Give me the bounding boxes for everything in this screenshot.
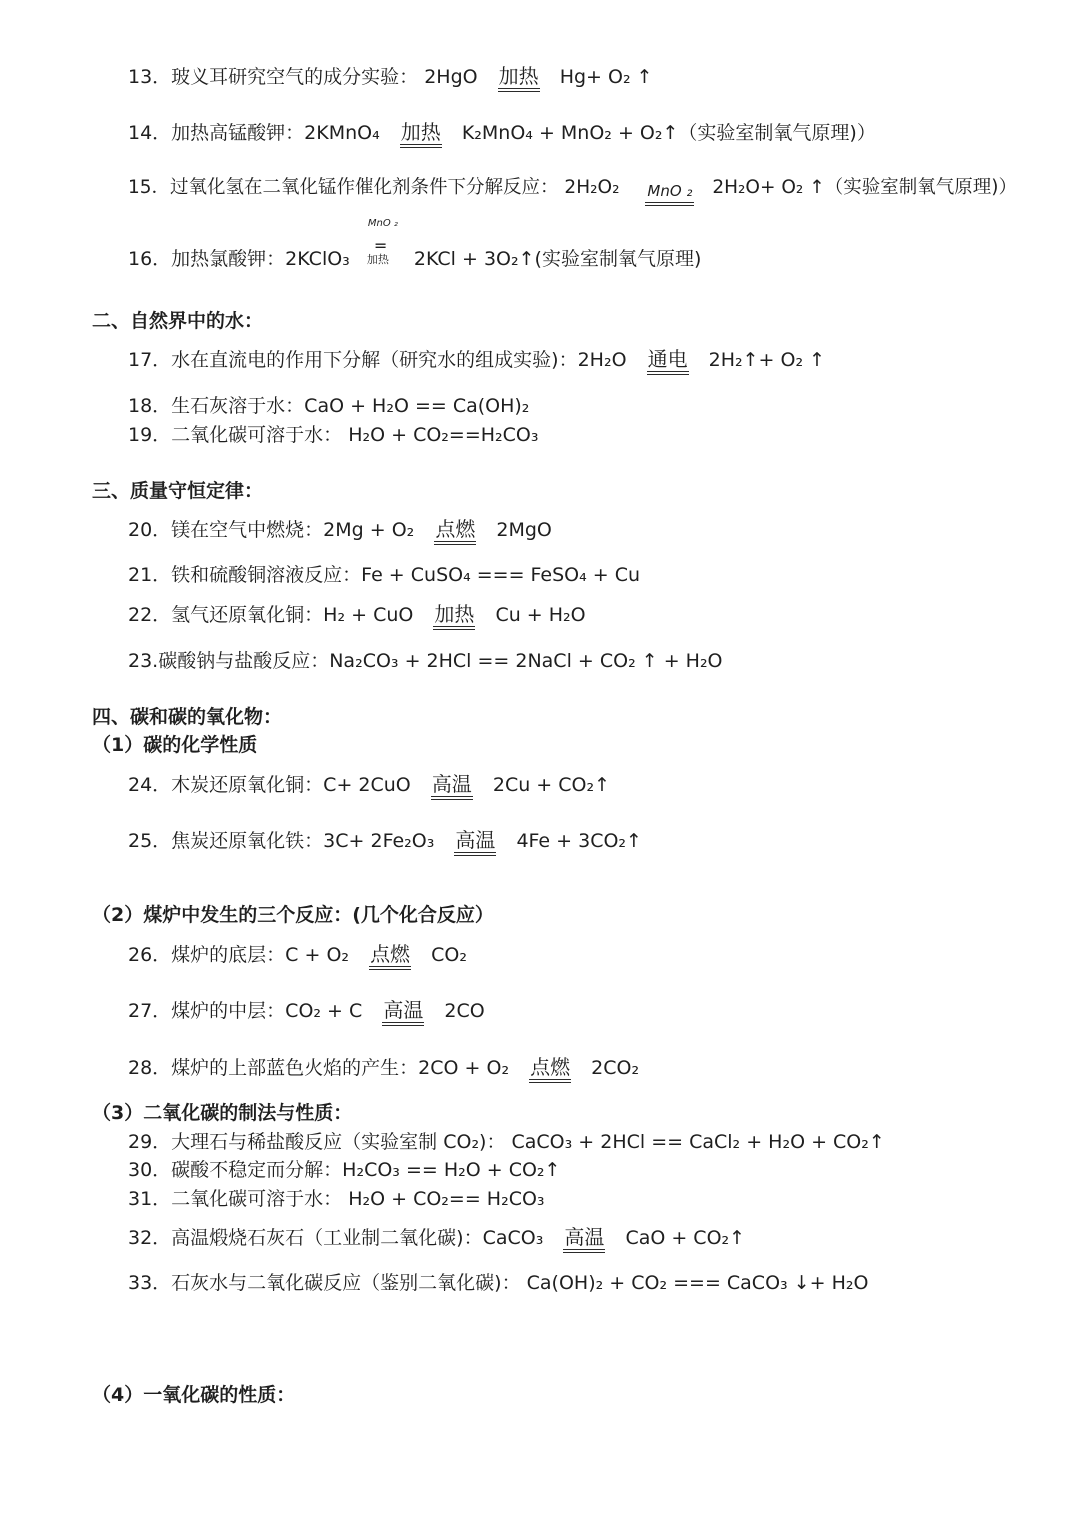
- equation-products: 2Cu + CO₂↑: [492, 774, 611, 796]
- equation-30: [128, 1157, 560, 1183]
- reaction-condition: 高温: [454, 829, 496, 856]
- subsection-heading-carbon-properties: （1）碳的化学性质: [92, 734, 258, 756]
- equation-text: 31．二氧化碳可溶于水： H₂O + CO₂== H₂CO₃: [128, 1188, 545, 1210]
- equation-text: 18．生石灰溶于水：CaO + H₂O == Ca(OH)₂: [128, 395, 530, 417]
- section-heading-water: 二、自然界中的水：: [92, 310, 264, 332]
- equation-21: [128, 562, 640, 588]
- equation-text: 15．过氧化氢在二氧化锰作催化剂条件下分解反应： 2H₂O₂: [128, 177, 620, 198]
- equation-products: 2CO: [444, 1000, 485, 1022]
- equation-19: [128, 422, 539, 448]
- equation-32: [128, 1225, 745, 1253]
- section-heading-carbon: 四、碳和碳的氧化物：: [92, 706, 283, 728]
- equation-14: [128, 120, 876, 148]
- reaction-condition: 点燃: [529, 1056, 571, 1083]
- equation-text: 24．木炭还原氧化铜：C+ 2CuO: [128, 774, 411, 796]
- equation-22: [128, 602, 586, 630]
- equation-text: 23.碳酸钠与盐酸反应：Na₂CO₃ + 2HCl == 2NaCl + CO₂ ↑ + H₂O: [128, 650, 723, 672]
- reaction-condition: 加热: [498, 65, 540, 92]
- equation-text: 27．煤炉的中层：CO₂ + C: [128, 1000, 363, 1022]
- equation-28: [128, 1055, 639, 1083]
- equation-text: 14．加热高锰酸钾：2KMnO₄: [128, 122, 380, 144]
- section-heading-mass-conservation: 三、质量守恒定律：: [92, 480, 264, 502]
- equation-products: K₂MnO₄ + MnO₂ + O₂↑（实验室制氧气原理)）: [461, 122, 876, 144]
- equation-23: [128, 648, 723, 674]
- equation-products: CaO + CO₂↑: [625, 1227, 746, 1249]
- reaction-condition: 点燃: [369, 943, 411, 970]
- equation-products: Cu + H₂O: [495, 604, 586, 626]
- subsection-heading-stove-reactions: （2）煤炉中发生的三个反应：(几个化合反应）: [92, 904, 494, 926]
- equation-text: 22．氢气还原氧化铜：H₂ + CuO: [128, 604, 414, 626]
- equation-text: 30．碳酸不稳定而分解：H₂CO₃ == H₂O + CO₂↑: [128, 1159, 561, 1181]
- equation-13: [128, 64, 653, 92]
- equation-products: 2H₂O+ O₂ ↑（实验室制氧气原理)）: [712, 177, 1017, 198]
- subsection-heading-co: （4）一氧化碳的性质：: [92, 1384, 296, 1406]
- equation-products: 2KCl + 3O₂↑(实验室制氧气原理): [413, 248, 702, 270]
- reaction-condition: 加热: [400, 121, 442, 148]
- equation-26: [128, 942, 467, 970]
- equals-sign: =: [373, 236, 388, 255]
- heating-label: 加热: [366, 253, 389, 266]
- equation-products: Hg+ O₂ ↑: [559, 66, 653, 88]
- equation-20: [128, 517, 552, 545]
- reaction-condition: 加热: [433, 603, 475, 630]
- equation-products: 2CO₂: [591, 1057, 640, 1079]
- equation-18: [128, 393, 529, 419]
- equation-15: [128, 175, 1017, 203]
- reaction-condition: 点燃: [434, 518, 476, 545]
- equation-products: CO₂: [431, 944, 467, 966]
- equation-text: 21．铁和硫酸铜溶液反应：Fe + CuSO₄ === FeSO₄ + Cu: [128, 564, 641, 586]
- equation-16: [128, 218, 702, 272]
- equation-text: 28．煤炉的上部蓝色火焰的产生：2CO + O₂: [128, 1057, 510, 1079]
- equation-24: [128, 772, 610, 800]
- equation-products: 2MgO: [496, 519, 552, 541]
- equation-products: 2H₂↑+ O₂ ↑: [708, 349, 826, 371]
- reaction-condition: 通电: [647, 348, 689, 375]
- equation-31: [128, 1186, 545, 1212]
- equation-text: 32．高温煅烧石灰石（工业制二氧化碳)：CaCO₃: [128, 1227, 544, 1249]
- reaction-condition: 高温: [563, 1226, 605, 1253]
- equation-text: 17．水在直流电的作用下分解（研究水的组成实验)：2H₂O: [128, 349, 627, 371]
- equation-25: [128, 828, 642, 856]
- catalyst-label: MnO ₂: [367, 218, 398, 229]
- reaction-condition: 高温: [431, 773, 473, 800]
- equation-text: 25．焦炭还原氧化铁：3C+ 2Fe₂O₃: [128, 830, 435, 852]
- equation-text: 26．煤炉的底层：C + O₂: [128, 944, 350, 966]
- reaction-condition: MnO ₂: [645, 182, 694, 206]
- equation-products: 4Fe + 3CO₂↑: [516, 830, 642, 852]
- reaction-condition-stack: [362, 218, 402, 266]
- equation-27: [128, 998, 485, 1026]
- equation-text: 20．镁在空气中燃烧：2Mg + O₂: [128, 519, 415, 541]
- reaction-condition: 高温: [382, 999, 424, 1026]
- equation-text: 13．玻义耳研究空气的成分实验： 2HgO: [128, 66, 478, 88]
- equation-17: [128, 347, 825, 375]
- equation-text: 29．大理石与稀盐酸反应（实验室制 CO₂)： CaCO₃ + 2HCl == CaCl₂ + H₂O + CO₂↑: [128, 1131, 885, 1153]
- equation-29: [128, 1129, 885, 1155]
- equation-33: [128, 1270, 868, 1296]
- equation-text: 16．加热氯酸钾：2KClO₃: [128, 248, 350, 270]
- subsection-heading-co2: （3）二氧化碳的制法与性质：: [92, 1102, 353, 1124]
- equation-text: 33．石灰水与二氧化碳反应（鉴别二氧化碳)： Ca(OH)₂ + CO₂ === CaCO₃ ↓+ H₂O: [128, 1272, 869, 1294]
- equation-text: 19．二氧化碳可溶于水： H₂O + CO₂==H₂CO₃: [128, 424, 539, 446]
